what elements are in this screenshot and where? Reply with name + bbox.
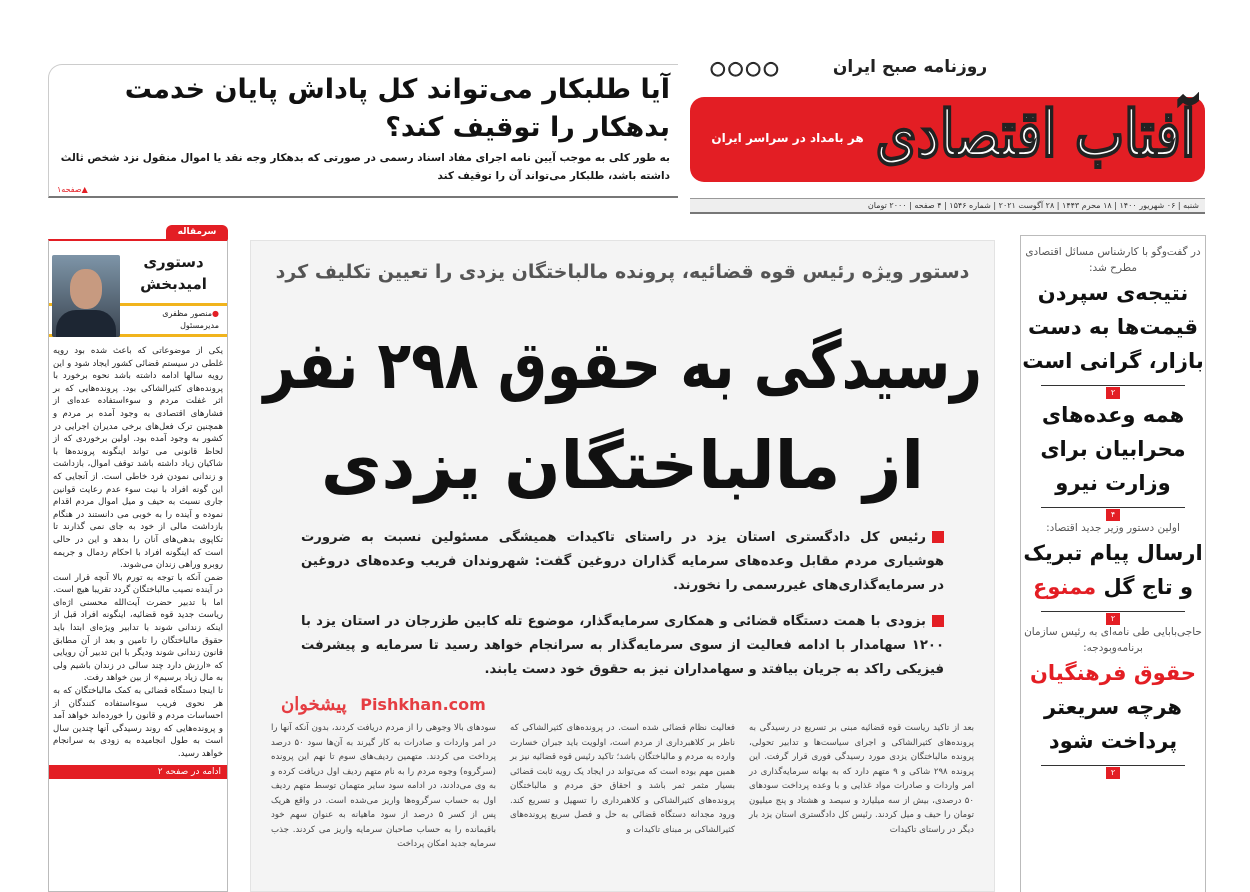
editorial-paragraph: تا اینجا دستگاه قضائی به کمک مالباختگان که به هر نحوی فریب سوءاستفاده کنندگان از احساسات مردم و قانون را خورده‌اند خواهد آمد و پرونده‌هایی که روند رسیدگی آنها چندین سال است به طول انجامیده به زودی به سرانجام خواهد رسید.	[53, 686, 223, 759]
editorial-column	[48, 225, 228, 892]
continue-link[interactable]: ادامه در صفحه ۲	[49, 765, 227, 779]
main-kicker	[271, 261, 974, 283]
editorial-title	[126, 251, 221, 295]
body-column: فعالیت نظام قضائی شده است. در پرونده‌های کثیرالشاکی که ناظر بر کلاهبرداری از مردم است، اولویت باید جبران خسارت وارده به مردم و مالباختگان باشد؛ تاکید رئیس قوه قضائیه نیز بر همین مهم بوده است که می‌تواند در ایجاد یک رویه ثابت قضائی بسیار مثمر ثمر باشد و احقاق حق مردم و مالباختگان پرونده‌های کثیرالشاکی و کلاهبرداری را تسهیل و تسریع کند. ورود مجدانه دستگاه قضائی به حل و فصل سریع پرونده‌های کثیرالشاکی بر مبنای تاکیدات و	[510, 723, 735, 835]
side-story[interactable]	[1021, 398, 1205, 518]
author-name: منصور مظفری	[162, 309, 213, 318]
side-kicker: اولین دستور وزیر جدید اقتصاد:	[1046, 522, 1180, 534]
side-headline[interactable]: نتیجه‌ی سپردن قیمت‌ها به دست بازار، گرانی است	[1022, 281, 1204, 373]
headline-text: رسیدگی به حقوق ۲۹۸ نفر	[263, 327, 982, 404]
side-story[interactable]	[1021, 520, 1205, 622]
editorial-paragraph: یکی از موضوعاتی که باعث شده بود رویه غلطی در سیستم قضائی کشور ایجاد شود و این رویه سالها ادامه داشته باشد نحوه برخورد با پرونده‌های کثیرالشاکی بود. پرونده‌هایی که بر اثر غفلت مردم و سوءاستفاده عده‌ای از فشارهای اقتصادی به وجود آمده بر مردم و همچنین ترک فعل‌های برخی مدیران اجرایی در کشور به وجود آمده بود. اولین برخوردی که از لحاظ قانونی می تواند اینگونه پرونده‌ها با شاکیان زیاد داشته باشد توقف اموال، بازداشت و زندانی نمودن فرد خاطی است. از آنجایی که این گونه افراد با نیت سوء عدم رعایت قوانین جاری نسبت به حیف و میل اموال مردم اقدام نموده و آینده را به خوبی می دانستند در هنگام بازداشت مالی از خود به جای نمی گذارند تا تکاپوی بدهی‌های آنان را بدهد و این در حالی است که اینگونه افراد با احکام ردمال و جریمه روبرو وراهی زندان می‌شوند.	[53, 346, 223, 571]
page-number[interactable]: ۲	[1106, 387, 1120, 399]
bullet-square-icon	[932, 531, 944, 543]
main-story	[250, 240, 995, 892]
author-photo	[52, 255, 120, 337]
teaser-page-ref[interactable]: ▲صفحه۱	[57, 185, 88, 194]
side-kicker: در گفت‌وگو با کارشناس مسائل اقتصادی مطرح شد:	[1025, 246, 1201, 274]
lead-paragraph-2	[301, 610, 944, 682]
lead-paragraph-1	[301, 526, 944, 598]
page-number[interactable]: ۴	[1106, 509, 1120, 521]
watermark-fa: پیشخوان	[281, 694, 347, 715]
logo-decoration: ○○○○	[710, 58, 781, 79]
side-headline[interactable]: هرچه سریعتر پرداخت شود	[1044, 695, 1182, 753]
page-number[interactable]: ۲	[1106, 767, 1120, 779]
main-kicker-text: دستور ویژه رئیس قوه قضائیه، پرونده مالباختگان یزدی را تعیین تکلیف کرد	[275, 261, 970, 283]
masthead-subtitle: روزنامه صبح ایران	[832, 57, 988, 77]
page-ref[interactable]	[1041, 606, 1185, 622]
lead-text: رئیس کل دادگستری استان یزد در راستای تاکیدات همیشگی مسئولین نسبت به ضرورت هوشیاری مردم مقابل وعده‌های سرمایه گذاران دروغین گفت: شهروندان فریب وعده‌های دروغین در سرمایه‌گذاری‌های غیررسمی را نخورند.	[301, 530, 944, 593]
headline-text: ارسال پیام تبریک و تاج گل	[1023, 541, 1203, 599]
side-story[interactable]	[1021, 244, 1205, 396]
newspaper-logo-text: آفتاب اقتصادی	[875, 97, 1195, 172]
watermark-en: Pishkhan.com	[360, 695, 486, 714]
teaser-headline[interactable]: آیا طلبکار می‌تواند کل پاداش پایان خدمت بدهکار را توقیف کند؟	[124, 74, 670, 143]
dateline: شنبه | ۰۶ شهریور ۱۴۰۰ | ۱۸ محرم ۱۴۴۳ | ۲۸ آگوست ۲۰۲۱ | شماره ۱۵۴۶ | ۴ صفحه | ۲۰۰۰ تومان	[690, 198, 1205, 214]
author-info: ●منصور مظفری مدیرمسئول	[124, 308, 219, 332]
side-headline[interactable]	[1021, 536, 1205, 604]
page-ref[interactable]	[1041, 380, 1185, 396]
page-ref[interactable]	[1041, 760, 1185, 776]
headline-red-text: ممنوع	[1032, 575, 1097, 599]
main-body	[271, 526, 974, 852]
page-number[interactable]: ۲	[1106, 613, 1120, 625]
editorial-header	[49, 241, 227, 345]
watermark	[281, 694, 974, 715]
side-kicker: حاجی‌بابایی طی نامه‌ای به رئیس سازمان برنامه‌وبودجه:	[1024, 626, 1202, 654]
main-headline-line1[interactable]	[263, 321, 982, 411]
teaser-summary: به طور کلی به موجب آیین نامه اجرای مفاد اسناد رسمی در صورتی که بدهکار وجه نقد یا اموال منقول نزد شخص ثالث داشته باشد، طلبکار می‌تواند آن را توقیف کند	[60, 152, 670, 182]
side-headline[interactable]: همه وعده‌های محرابیان برای وزارت نیرو	[1040, 403, 1186, 495]
newspaper-logo	[875, 85, 1195, 185]
editorial-title-line1: دستوری	[143, 253, 204, 271]
masthead	[690, 45, 1205, 220]
side-story[interactable]	[1021, 624, 1205, 776]
editorial-paragraph: ضمن آنکه با توجه به تورم بالا آنچه قرار است در آینده نصیب مالباختگان گردد تقریبا هیچ است. اما با تدبیر حضرت آیت‌الله محسنی اژه‌ای ریاست جدید قوه قضائیه، اینگونه افراد قبل از اینکه زندانی شوند با تدابیر ویژه‌ای ابتدا باید حقوق مالباختگان را تامین و بعد از آن مطابق قانون زندانی شوند ودیگر با این تدبیر آن رویایی که «ارزش دارد چند سالی در زندان باشیم ولی به مال زیاد برسیم» از بین خواهد رفت.	[53, 572, 223, 684]
top-teaser[interactable]	[48, 64, 678, 198]
editorial-tab: سرمقاله	[166, 225, 228, 239]
side-headline-red[interactable]: حقوق فرهنگیان	[1029, 661, 1197, 685]
page-ref[interactable]	[1041, 502, 1185, 518]
body-column: بعد از تاکید ریاست قوه قضائیه مبنی بر تسریع در رسیدگی به پرونده‌های کثیرالشاکی و اجرای سیاست‌ها و تدابیر تحولی، پرونده مالباختگان یزدی مورد رسیدگی فوری قرار گرفت. این پرونده ۲۹۸ شاکی و ۹ متهم دارد که به بهانه سرمایه‌گذاری در امر واردات و صادرات مواد غذایی و با وعده پرداخت سودهای ۵۰ درصدی، بیش از سه میلیارد و سیصد و هشتاد و پنج میلیون تومان را حیف و میل کردند. رئیس کل دادگستری استان یزد بار دیگر در راستای تاکیدات	[749, 723, 974, 835]
editorial-title-line2: امیدبخش	[140, 275, 207, 293]
bullet-square-icon	[932, 615, 944, 627]
side-column	[1020, 235, 1206, 892]
lead-text: بزودی با همت دستگاه قضائی و همکاری سرمایه‌گذار، موضوع تله کابین طزرجان در استان یزد با ۱۲۰۰ سهامدار با ادامه فعالیت از سوی سرمایه‌گذار به سرانجام خواهد رسید تا سرمایه و پیشرفت فیزیکی راکد به جریان بیافتد و سهامداران نیز به حقوق خود دست یابند.	[301, 614, 944, 677]
main-headline-line2[interactable]	[263, 421, 982, 511]
headline-text: از مالباختگان یزدی	[321, 427, 924, 504]
editorial-body	[49, 345, 227, 761]
masthead-slogan: هر بامداد در سراسر ایران	[711, 131, 864, 145]
editorial-box	[48, 239, 228, 892]
body-column: سودهای بالا وجوهی را از مردم دریافت کردند، بدون آنکه آنها را در امر واردات و صادرات به کار گیرند به آن‌ها سود ۵۰ درصد پرداخت می کردند. متهمین ردیف‌های سوم تا نهم این پرونده (سرگروه) وجوه مردم را به نام متهم ردیف اول دریافت کرده و به وی می‌دادند، در ادامه سود سایر متهمان توسط متهم ردیف اول به حساب سرگروه‌ها واریز می‌شده است. در واقع هریک پس از کسر ۵ درصد از سود ماهیانه به عنوان سهم خود باقیمانده را به حساب صاحبان سرمایه واریز می کردند. جذب سرمایه جدید امکان پرداخت	[271, 723, 496, 849]
body-columns	[271, 721, 974, 852]
author-role: مدیرمسئول	[180, 321, 219, 330]
